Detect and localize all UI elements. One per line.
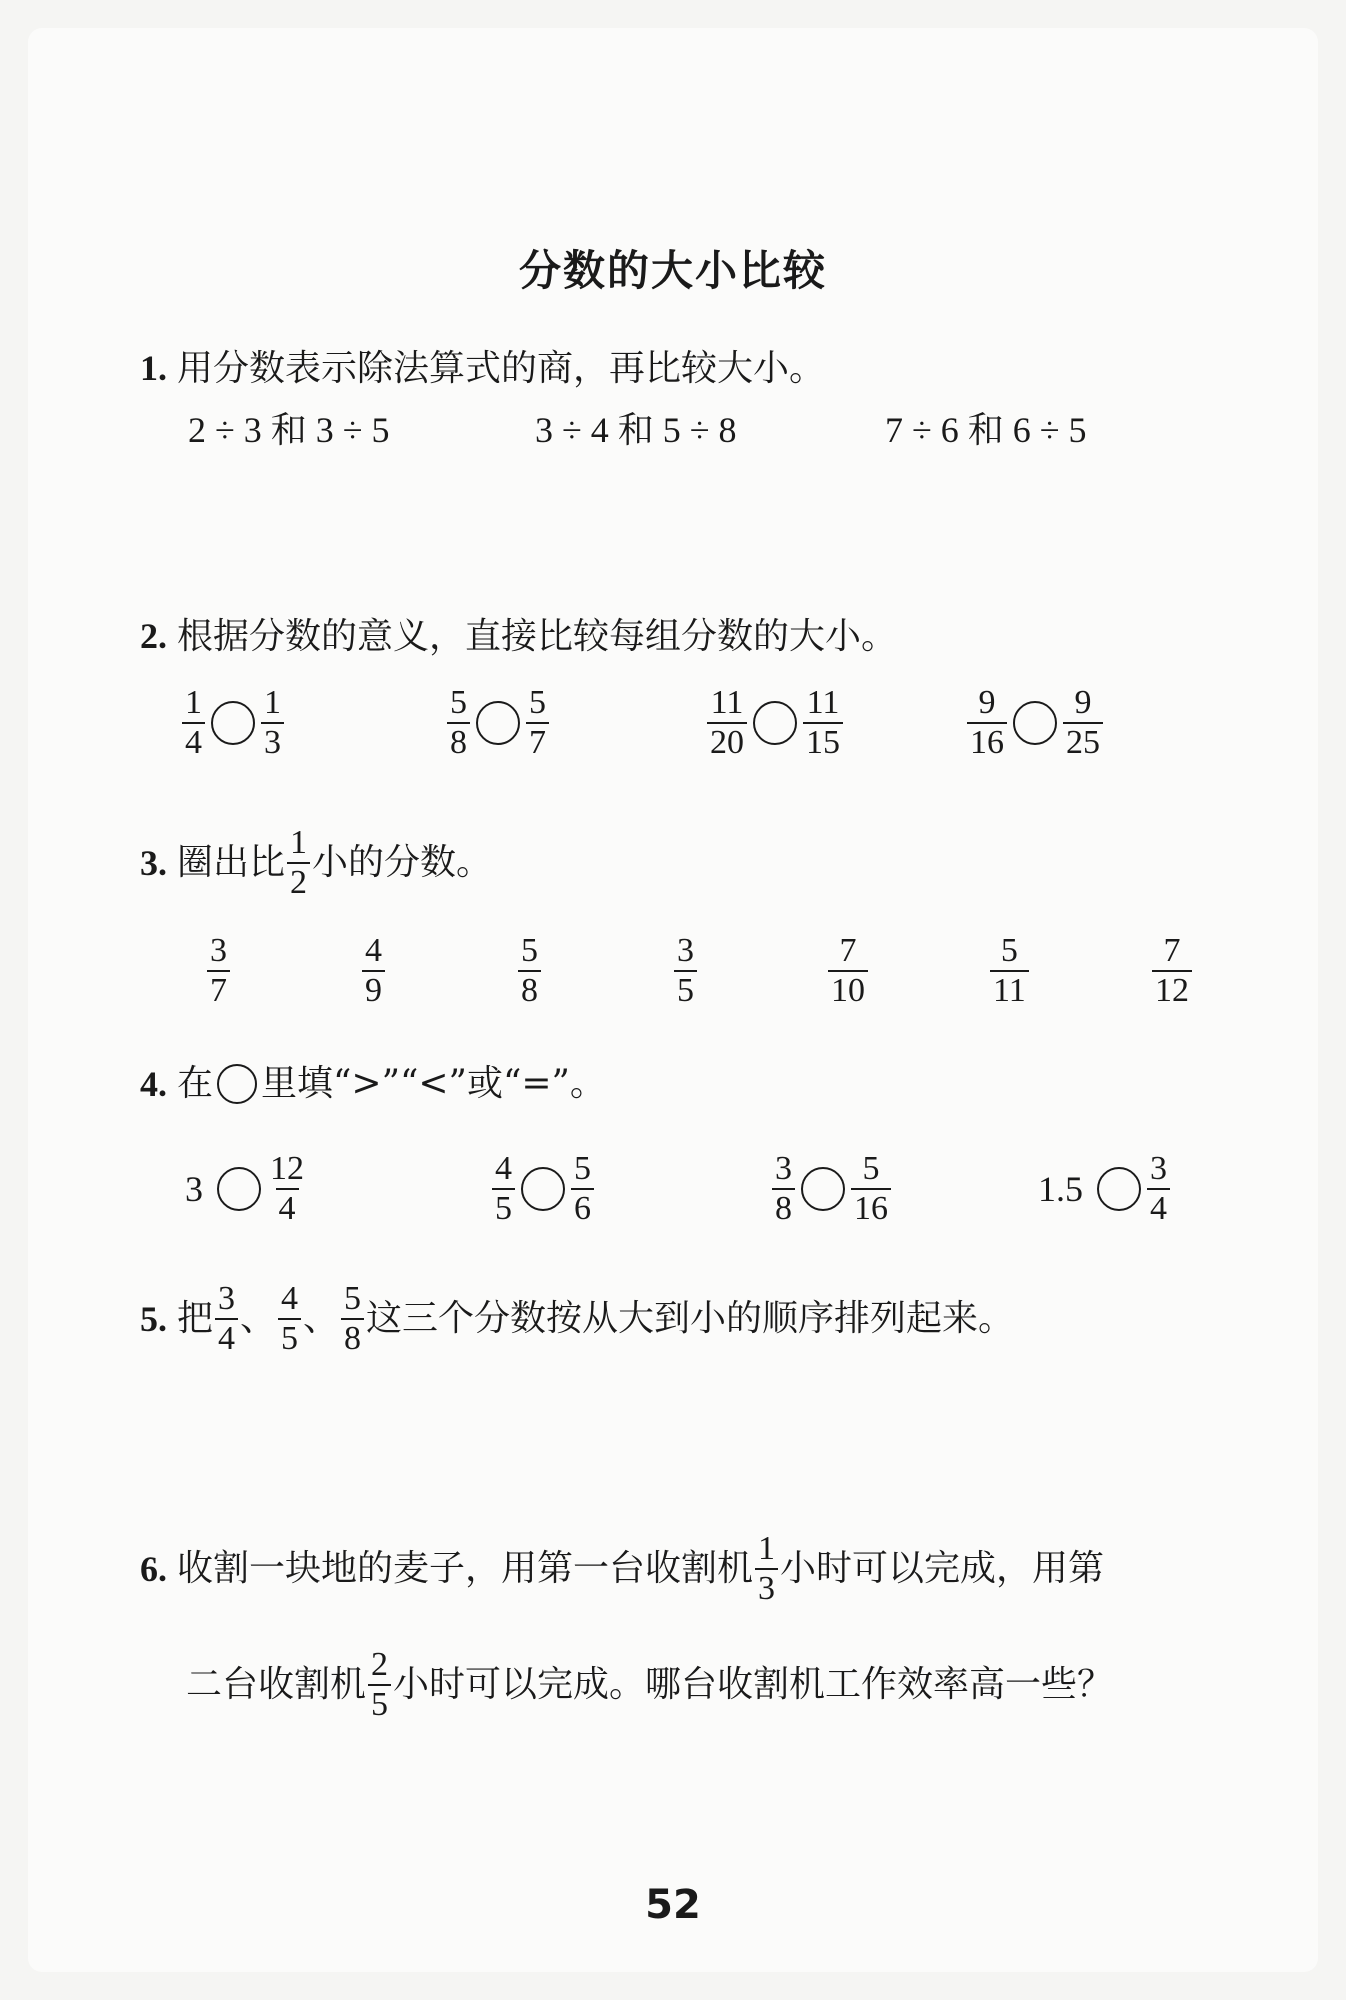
question-4-number: 4. bbox=[140, 1064, 167, 1104]
question-1-text: 用分数表示除法算式的商，再比较大小。 bbox=[177, 348, 826, 389]
fraction: $\frac{5}{7}$ bbox=[526, 684, 549, 762]
question-5: 5. 把 $\frac{3}{4}$ 、 $\frac{4}{5}$ 、 $\frac{5}{8}$ 这三个分数按从大到小的顺序排列起来。 bbox=[140, 1280, 1015, 1358]
question-3-number: 3. bbox=[140, 843, 167, 884]
answer-circle[interactable] bbox=[801, 1167, 845, 1211]
q1-item-2: 3 ÷ 4 和 5 ÷ 8 bbox=[535, 410, 737, 450]
page-title: 分数的大小比较 bbox=[518, 246, 827, 295]
question-6-line-2: 二台收割机 $\frac{2}{5}$ 小时可以完成。哪台收割机工作效率高一些？ bbox=[186, 1646, 1114, 1724]
circle-symbol bbox=[217, 1064, 257, 1104]
q3-option-4[interactable]: $\frac{3}{5}$ bbox=[672, 932, 699, 1010]
q3-option-7[interactable]: $\frac{7}{12}$ bbox=[1150, 932, 1194, 1010]
q2-pair-2 bbox=[445, 684, 551, 762]
q2-pair-1 bbox=[180, 684, 286, 762]
question-3-text-before: 圈出比 bbox=[177, 842, 286, 884]
fraction: $\frac{9}{25}$ bbox=[1063, 684, 1103, 762]
question-4-text-after: 里填“>”“<”或“=”。 bbox=[261, 1063, 606, 1104]
fraction: $\frac{1}{2}$ bbox=[287, 824, 310, 902]
question-3 bbox=[140, 824, 492, 902]
answer-circle[interactable] bbox=[753, 701, 797, 745]
answer-circle[interactable] bbox=[1013, 701, 1057, 745]
question-6-line-1: 6. 收割一块地的麦子，用第一台收割机 $\frac{1}{3}$ 小时可以完成，用第 bbox=[140, 1530, 1105, 1608]
question-5-text-after: 这三个分数按从大到小的顺序排列起来。 bbox=[366, 1298, 1015, 1340]
answer-circle[interactable] bbox=[521, 1167, 565, 1211]
q3-option-3[interactable]: $\frac{5}{8}$ bbox=[516, 932, 543, 1010]
question-6-number: 6. bbox=[140, 1549, 167, 1590]
answer-circle[interactable] bbox=[476, 701, 520, 745]
q3-option-2[interactable]: $\frac{4}{9}$ bbox=[360, 932, 387, 1010]
fraction: $\frac{1}{4}$ bbox=[182, 684, 205, 762]
question-2-text: 根据分数的意义，直接比较每组分数的大小。 bbox=[177, 616, 898, 657]
question-1-number: 1. bbox=[140, 348, 167, 388]
q1-item-1: 2 ÷ 3 和 3 ÷ 5 bbox=[188, 410, 390, 450]
q3-option-5[interactable]: $\frac{7}{10}$ bbox=[826, 932, 870, 1010]
q3-option-6[interactable]: $\frac{5}{11}$ bbox=[988, 932, 1031, 1010]
question-2 bbox=[140, 618, 897, 655]
question-5-number: 5. bbox=[140, 1299, 167, 1340]
q4-item-2: $\frac{4}{5}$ $\frac{5}{6}$ bbox=[490, 1150, 596, 1228]
fraction: $\frac{9}{16}$ bbox=[967, 684, 1007, 762]
fraction: $\frac{11}{15}$ bbox=[803, 684, 843, 762]
q2-pair-4 bbox=[965, 684, 1105, 762]
question-4-text-before: 在 bbox=[177, 1063, 214, 1104]
q3-option-1[interactable]: $\frac{3}{7}$ bbox=[205, 932, 232, 1010]
fraction: $\frac{1}{3}$ bbox=[261, 684, 284, 762]
fraction: $\frac{11}{20}$ bbox=[707, 684, 747, 762]
answer-circle[interactable] bbox=[1097, 1167, 1141, 1211]
answer-circle[interactable] bbox=[217, 1167, 261, 1211]
q4-item-1: 3 $\frac{12}{4}$ bbox=[185, 1150, 304, 1228]
fraction: $\frac{5}{8}$ bbox=[447, 684, 470, 762]
page-number: 52 bbox=[645, 1882, 701, 1928]
answer-circle[interactable] bbox=[211, 701, 255, 745]
question-4 bbox=[140, 1064, 606, 1104]
question-3-text-after: 小的分数。 bbox=[312, 842, 493, 884]
q2-pair-3 bbox=[705, 684, 845, 762]
q4-item-4: 1.5 $\frac{3}{4}$ bbox=[1038, 1150, 1172, 1228]
q4-item-3: $\frac{3}{8}$ $\frac{5}{16}$ bbox=[770, 1150, 893, 1228]
question-1 bbox=[140, 350, 825, 387]
question-2-number: 2. bbox=[140, 616, 167, 656]
q1-item-3: 7 ÷ 6 和 6 ÷ 5 bbox=[885, 410, 1087, 450]
